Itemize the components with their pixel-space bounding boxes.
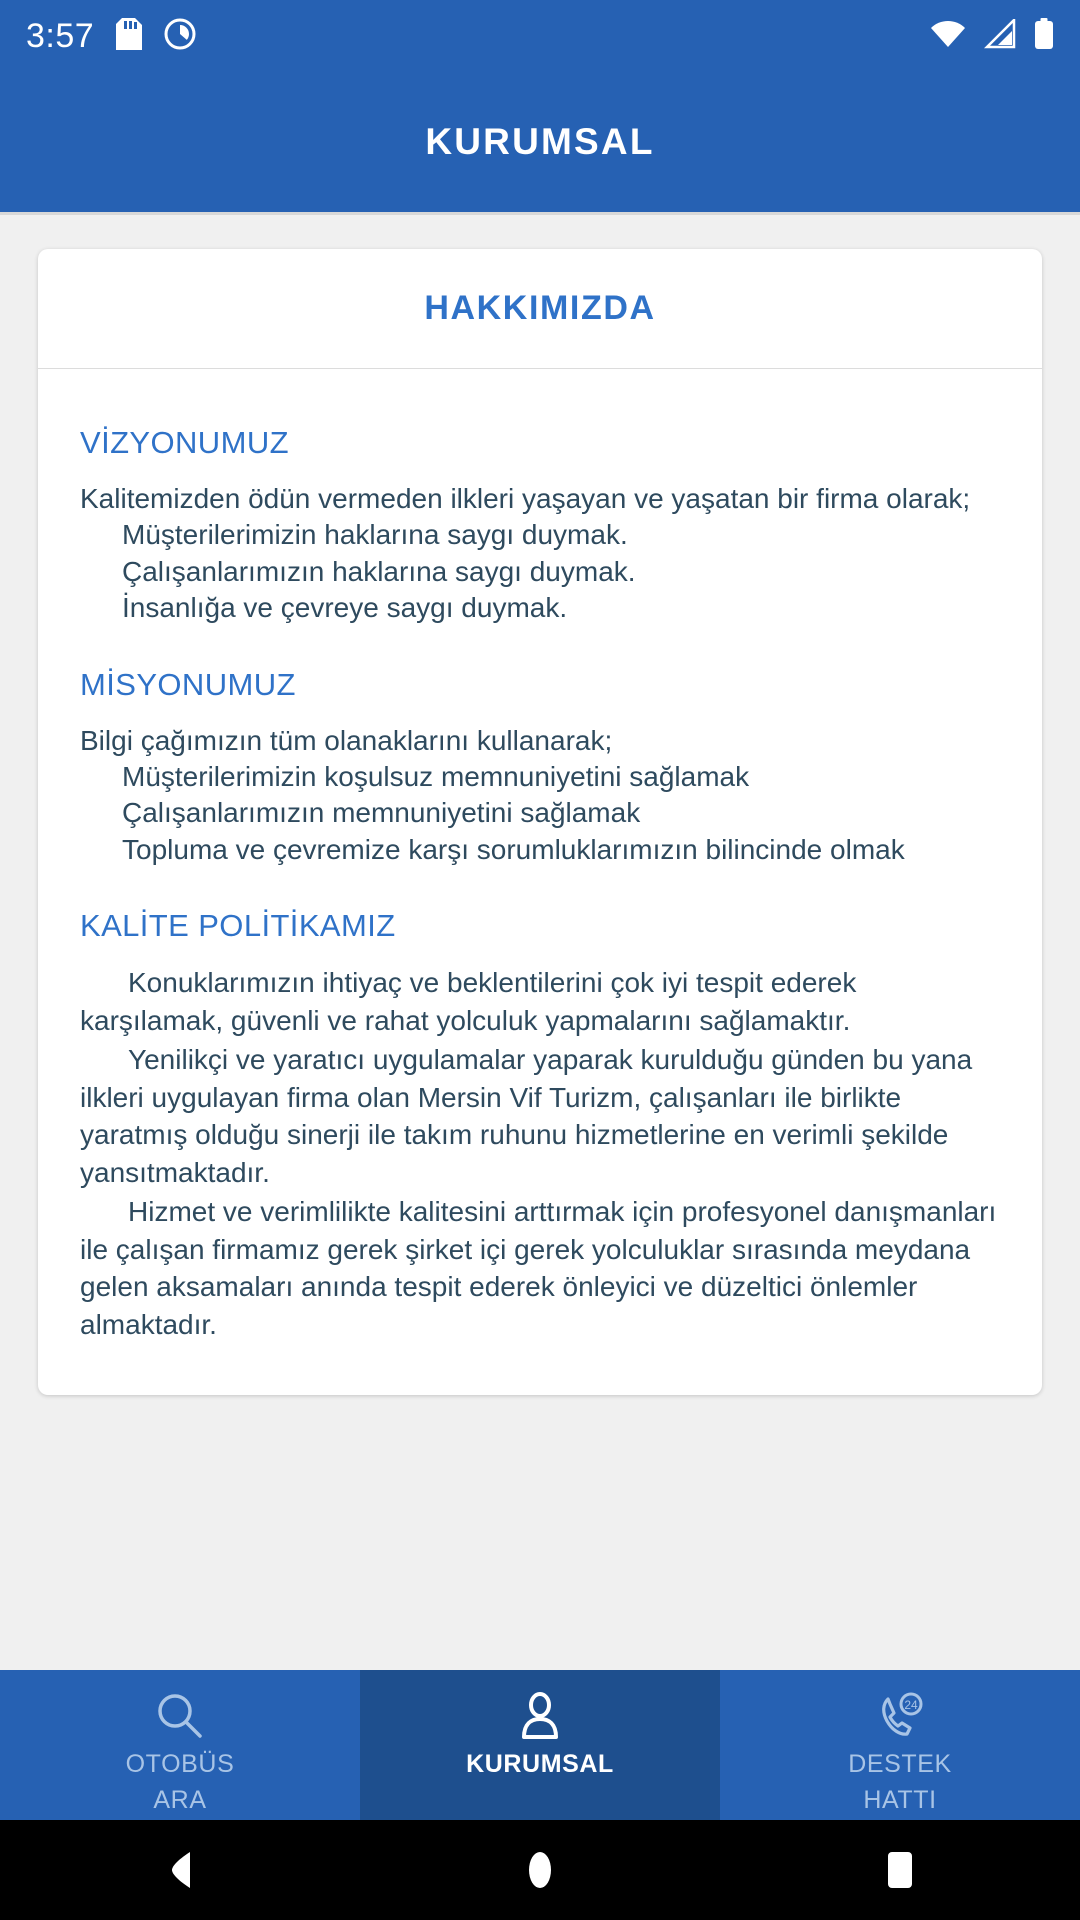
- section-title-quality-policy: KALİTE POLİTİKAMIZ: [80, 908, 396, 944]
- data-saver-icon: [164, 18, 196, 55]
- sd-card-icon: [116, 18, 142, 55]
- nav-label-destek-hatti-line2: HATTI: [863, 1785, 937, 1814]
- card-title: HAKKIMIZDA: [424, 289, 656, 327]
- nav-item-kurumsal[interactable]: [360, 1670, 720, 1820]
- vision-item: İnsanlığa ve çevreye saygı duymak.: [122, 592, 568, 624]
- vision-item: Çalışanlarımızın haklarına saygı duymak.: [122, 555, 636, 587]
- svg-text:24: 24: [904, 1698, 918, 1712]
- quality-paragraph: Konuklarımızın ihtiyaç ve beklentilerini çok iyi tespit ederek karşılamak, güvenli ve rahat yolculuk yapmalarını sağlamaktır.: [80, 967, 857, 1036]
- mission-item: Çalışanlarımızın memnuniyetini sağlamak: [122, 797, 641, 829]
- section-title-mission: MİSYONUMUZ: [80, 666, 296, 702]
- status-bar-left: [26, 18, 196, 55]
- back-icon[interactable]: [120, 1820, 240, 1920]
- status-bar-right: [930, 18, 1054, 55]
- vision-item: Müşterilerimizin haklarına saygı duymak.: [122, 519, 628, 551]
- recents-icon[interactable]: [840, 1820, 960, 1920]
- card-body: [38, 369, 1042, 1395]
- vision-lead: Kalitemizden ödün vermeden ilkleri yaşayan ve yaşatan bir firma olarak;: [80, 483, 971, 514]
- section-quality-policy: [80, 908, 1000, 1343]
- status-clock: 3:57: [26, 17, 95, 55]
- phone-24-icon: [874, 1688, 926, 1744]
- section-mission: [80, 667, 1000, 869]
- nav-item-otobus-ara[interactable]: [0, 1670, 360, 1820]
- app-bar: [0, 72, 1080, 212]
- wifi-icon: [930, 19, 966, 54]
- status-bar: [0, 0, 1080, 72]
- system-navigation-bar: [0, 1820, 1080, 1920]
- mission-lead: Bilgi çağımızın tüm olanaklarını kullanarak;: [80, 724, 613, 756]
- section-vision: [80, 425, 1000, 627]
- nav-label-otobus-ara-line1: OTOBÜS: [125, 1750, 235, 1778]
- battery-icon: [1034, 18, 1054, 55]
- nav-item-destek-hatti[interactable]: [720, 1670, 1080, 1820]
- card-header: [38, 249, 1042, 369]
- about-card: [38, 249, 1042, 1395]
- quality-paragraph: Yenilikçi ve yaratıcı uygulamalar yaparak kurulduğu günden bu yana ilkleri uygulayan firma olan Mersin Vif Turizm, çalışanları ile birlikte yaratmış olduğu sinerji ile takım ruhunu hizmetlerine en verimli şekilde yansıtmaktadır.: [80, 1044, 973, 1188]
- nav-label-otobus-ara-line2: ARA: [153, 1785, 207, 1814]
- page-title: KURUMSAL: [425, 121, 655, 162]
- person-icon: [514, 1688, 566, 1744]
- quality-paragraph: Hizmet ve verimlilikte kalitesini arttırmak için profesyonel danışmanları ile çalışan firmamız gerek şirket içi gerek yolculuklar sırasında meydana gelen aksamaları anında tespit ederek önleyici ve düzeltici önlemler almaktadır.: [80, 1196, 997, 1340]
- search-icon: [154, 1688, 206, 1744]
- mission-item: Müşterilerimizin koşulsuz memnuniyetini sağlamak: [122, 760, 750, 792]
- content-scroll-area[interactable]: [0, 215, 1080, 1670]
- bottom-navigation: [0, 1670, 1080, 1820]
- mission-item: Topluma ve çevremize karşı sorumluklarımızın bilincinde olmak: [122, 833, 905, 865]
- home-icon[interactable]: [480, 1820, 600, 1920]
- section-title-vision: VİZYONUMUZ: [80, 425, 289, 460]
- nav-label-kurumsal: KURUMSAL: [466, 1750, 614, 1778]
- cellular-signal-icon: [984, 19, 1016, 54]
- nav-label-destek-hatti-line1: DESTEK: [848, 1750, 952, 1778]
